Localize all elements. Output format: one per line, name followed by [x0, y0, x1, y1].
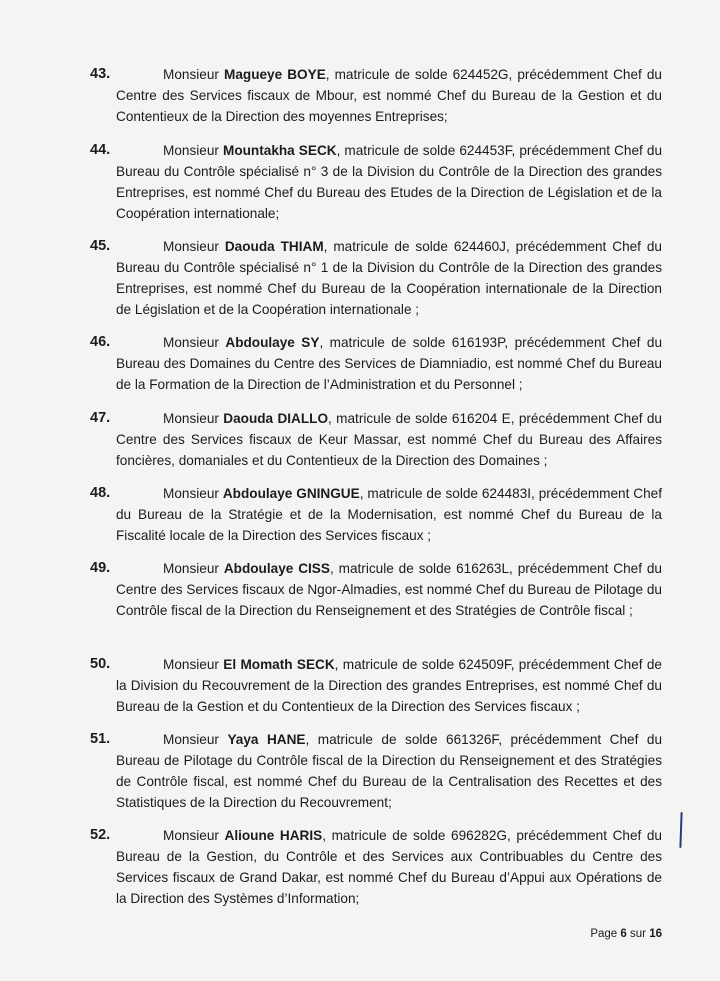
item-text: Monsieur Daouda THIAM, matricule de solde 624460J, précédemment Chef du Bureau du Contrôle spécialisé n° 1 de la Division du Contrôle de la Direction des grandes Entreprises, est nommé Chef du Bureau de la Coopération internationale de la Direction de Législation et de la Coopération internationale ; [116, 239, 662, 317]
page-number: Page 6 sur 16 [590, 928, 662, 940]
item-number: 46. [90, 334, 111, 350]
pen-mark [679, 812, 682, 848]
person-name: Alioune HARIS [224, 828, 323, 843]
item-text: Monsieur Abdoulaye SY, matricule de solde 616193P, précédemment Chef du Bureau des Domaines du Centre des Services de Diamniadio, est nommé Chef du Bureau de la Formation de la Direction de l’Administration et du Personnel ; [116, 335, 663, 392]
list-item [90, 729, 662, 813]
item-number: 50. [90, 656, 111, 672]
person-name: Abdoulaye CISS [223, 561, 330, 576]
item-number: 48. [90, 485, 111, 501]
list-item [90, 236, 662, 320]
list-item [90, 825, 662, 909]
item-text: Monsieur Alioune HARIS, matricule de solde 696282G, précédemment Chef du Bureau de la Gestion, du Contrôle et des Services aux Contribuables du Centre des Services fiscaux de Grand Dakar, est nommé Chef du Bureau d’Appui aux Opérations de la Direction des Systèmes d’Information; [116, 828, 662, 906]
list-item [90, 64, 662, 127]
person-name: Daouda THIAM [224, 239, 324, 254]
list-item [90, 558, 662, 621]
list-item [90, 140, 662, 224]
item-text: Monsieur Mountakha SECK, matricule de solde 624453F, précédemment Chef du Bureau du Contrôle spécialisé n° 3 de la Division du Contrôle de la Direction des grandes Entreprises, est nommé Chef du Bureau des Etudes de la Direction de Législation et de la Coopération internationale; [116, 143, 662, 221]
item-number: 47. [90, 410, 111, 426]
item-number: 49. [90, 560, 111, 576]
item-text: Monsieur Yaya HANE, matricule de solde 661326F, précédemment Chef du Bureau de Pilotage du Contrôle fiscal de la Direction du Renseignement et des Stratégies de Contrôle fiscal, est nommé Chef du Bureau de la Centralisation des Recettes et des Statistiques de la Direction du Recouvrement; [116, 732, 663, 810]
item-number: 44. [90, 142, 111, 158]
item-number: 52. [90, 827, 111, 843]
list-item [90, 483, 662, 546]
person-name: Abdoulaye GNINGUE [222, 486, 360, 501]
list-item [90, 654, 662, 717]
item-number: 45. [90, 238, 111, 254]
person-name: Abdoulaye SY [225, 335, 320, 350]
item-text: Monsieur Magueye BOYE, matricule de solde 624452G, précédemment Chef du Centre des Services fiscaux de Mbour, est nommé Chef du Bureau de la Gestion et du Contentieux de la Direction des moyennes Entreprises; [116, 67, 662, 124]
person-name: El Momath SECK [223, 657, 335, 672]
list-item [90, 332, 662, 395]
item-text: Monsieur Daouda DIALLO, matricule de solde 616204 E, précédemment Chef du Centre des Services fiscaux de Keur Massar, est nommé Chef du Bureau des Affaires foncières, domaniales et du Contentieux de la Direction des Domaines ; [116, 411, 662, 468]
person-name: Daouda DIALLO [223, 411, 329, 426]
item-text: Monsieur Abdoulaye GNINGUE, matricule de solde 624483I, précédemment Chef du Bureau de la Stratégie et de la Modernisation, est nommé Chef du Bureau de la Fiscalité locale de la Direction des Services fiscaux ; [116, 486, 662, 543]
item-number: 51. [90, 731, 111, 747]
list-item [90, 408, 662, 471]
item-text: Monsieur Abdoulaye CISS, matricule de solde 616263L, précédemment Chef du Centre des Services fiscaux de Ngor-Almadies, est nommé Chef du Bureau de Pilotage du Contrôle fiscal de la Direction du Renseignement et des Stratégies de Contrôle fiscal ; [116, 561, 662, 618]
person-name: Mountakha SECK [223, 143, 337, 158]
item-number: 43. [90, 66, 111, 82]
person-name: Magueye BOYE [224, 67, 326, 82]
item-text: Monsieur El Momath SECK, matricule de solde 624509F, précédemment Chef de la Division du Recouvrement de la Direction des grandes Entreprises, est nommé Chef du Bureau de la Gestion et du Contentieux de la Direction des Services fiscaux ; [116, 657, 662, 714]
person-name: Yaya HANE [227, 732, 306, 747]
